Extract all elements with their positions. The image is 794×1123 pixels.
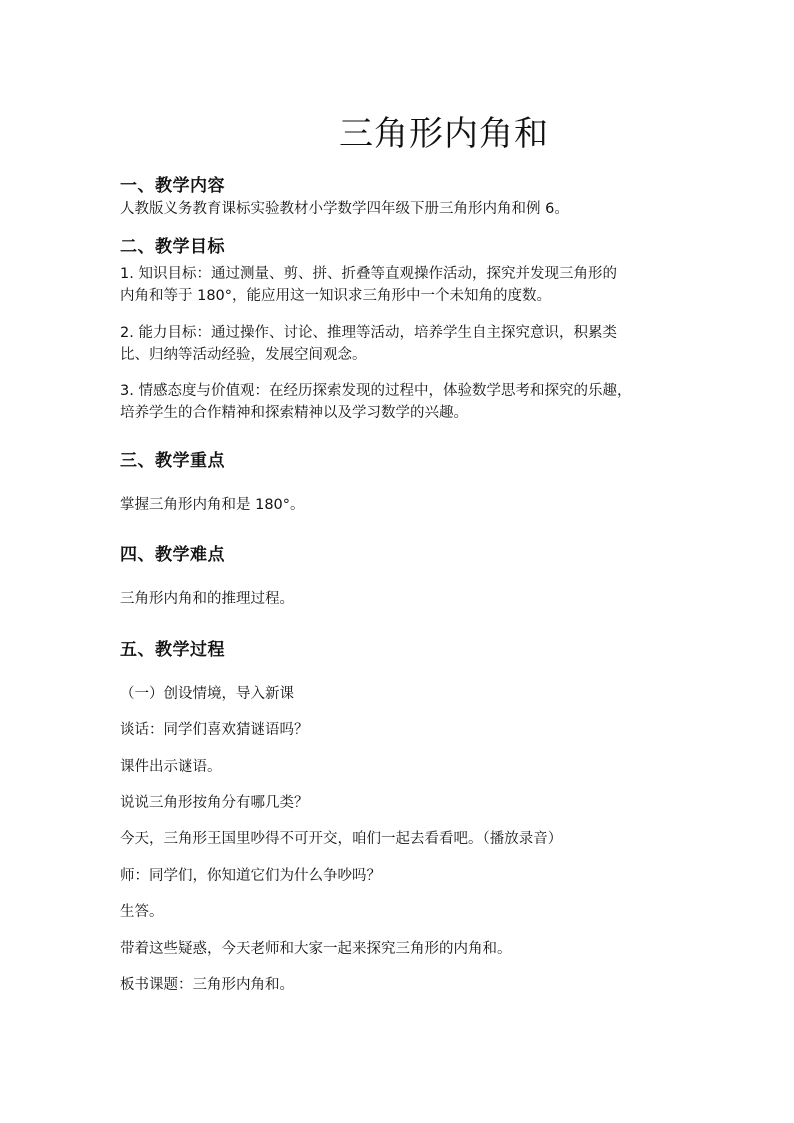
section-heading-content: 一、教学内容 [120, 176, 225, 196]
section-heading-process: 五、教学过程 [120, 640, 225, 660]
section-heading-key-points: 三、教学重点 [120, 451, 225, 471]
section-heading-difficulties: 四、教学难点 [120, 545, 225, 565]
goal-3-line-2: 培养学生的合作精神和探索精神以及学习数学的兴趣。 [120, 405, 468, 421]
section-heading-goals: 二、教学目标 [120, 237, 225, 257]
goal-1-line-2: 内角和等于 180°，能应用这一知识求三角形中一个未知角的度数。 [120, 288, 552, 304]
goal-1-line-1: 1. 知识目标：通过测量、剪、拼、折叠等直观操作活动，探究并发现三角形的 [120, 266, 617, 282]
goal-2-line-2: 比、归纳等活动经验，发展空间观念。 [120, 347, 367, 363]
process-line: 说说三角形按角分有哪几类？ [120, 795, 309, 811]
document-title: 三角形内角和 [339, 114, 549, 154]
process-line: 生答。 [120, 904, 164, 920]
process-line: 带着这些疑惑，今天老师和大家一起来探究三角形的内角和。 [120, 941, 512, 957]
difficulties-text: 三角形内角和的推理过程。 [120, 591, 294, 607]
process-line: 谈话：同学们喜欢猜谜语吗？ [120, 722, 309, 738]
content-text: 人教版义务教育课标实验教材小学数学四年级下册三角形内角和例 6。 [120, 201, 569, 217]
goal-3-line-1: 3. 情感态度与价值观：在经历探索发现的过程中，体验数学思考和探究的乐趣， [120, 383, 632, 399]
process-line: 今天，三角形王国里吵得不可开交，咱们一起去看看吧。（播放录音） [120, 831, 563, 847]
process-line: 师：同学们，你知道它们为什么争吵吗？ [120, 868, 381, 884]
goal-2-line-1: 2. 能力目标：通过操作、讨论、推理等活动，培养学生自主探究意识，积累类 [120, 325, 617, 341]
process-line: 板书课题：三角形内角和。 [120, 977, 294, 993]
process-line: （一）创设情境，导入新课 [120, 686, 294, 702]
key-points-text: 掌握三角形内角和是 180°。 [120, 497, 305, 513]
process-line: 课件出示谜语。 [120, 759, 222, 775]
